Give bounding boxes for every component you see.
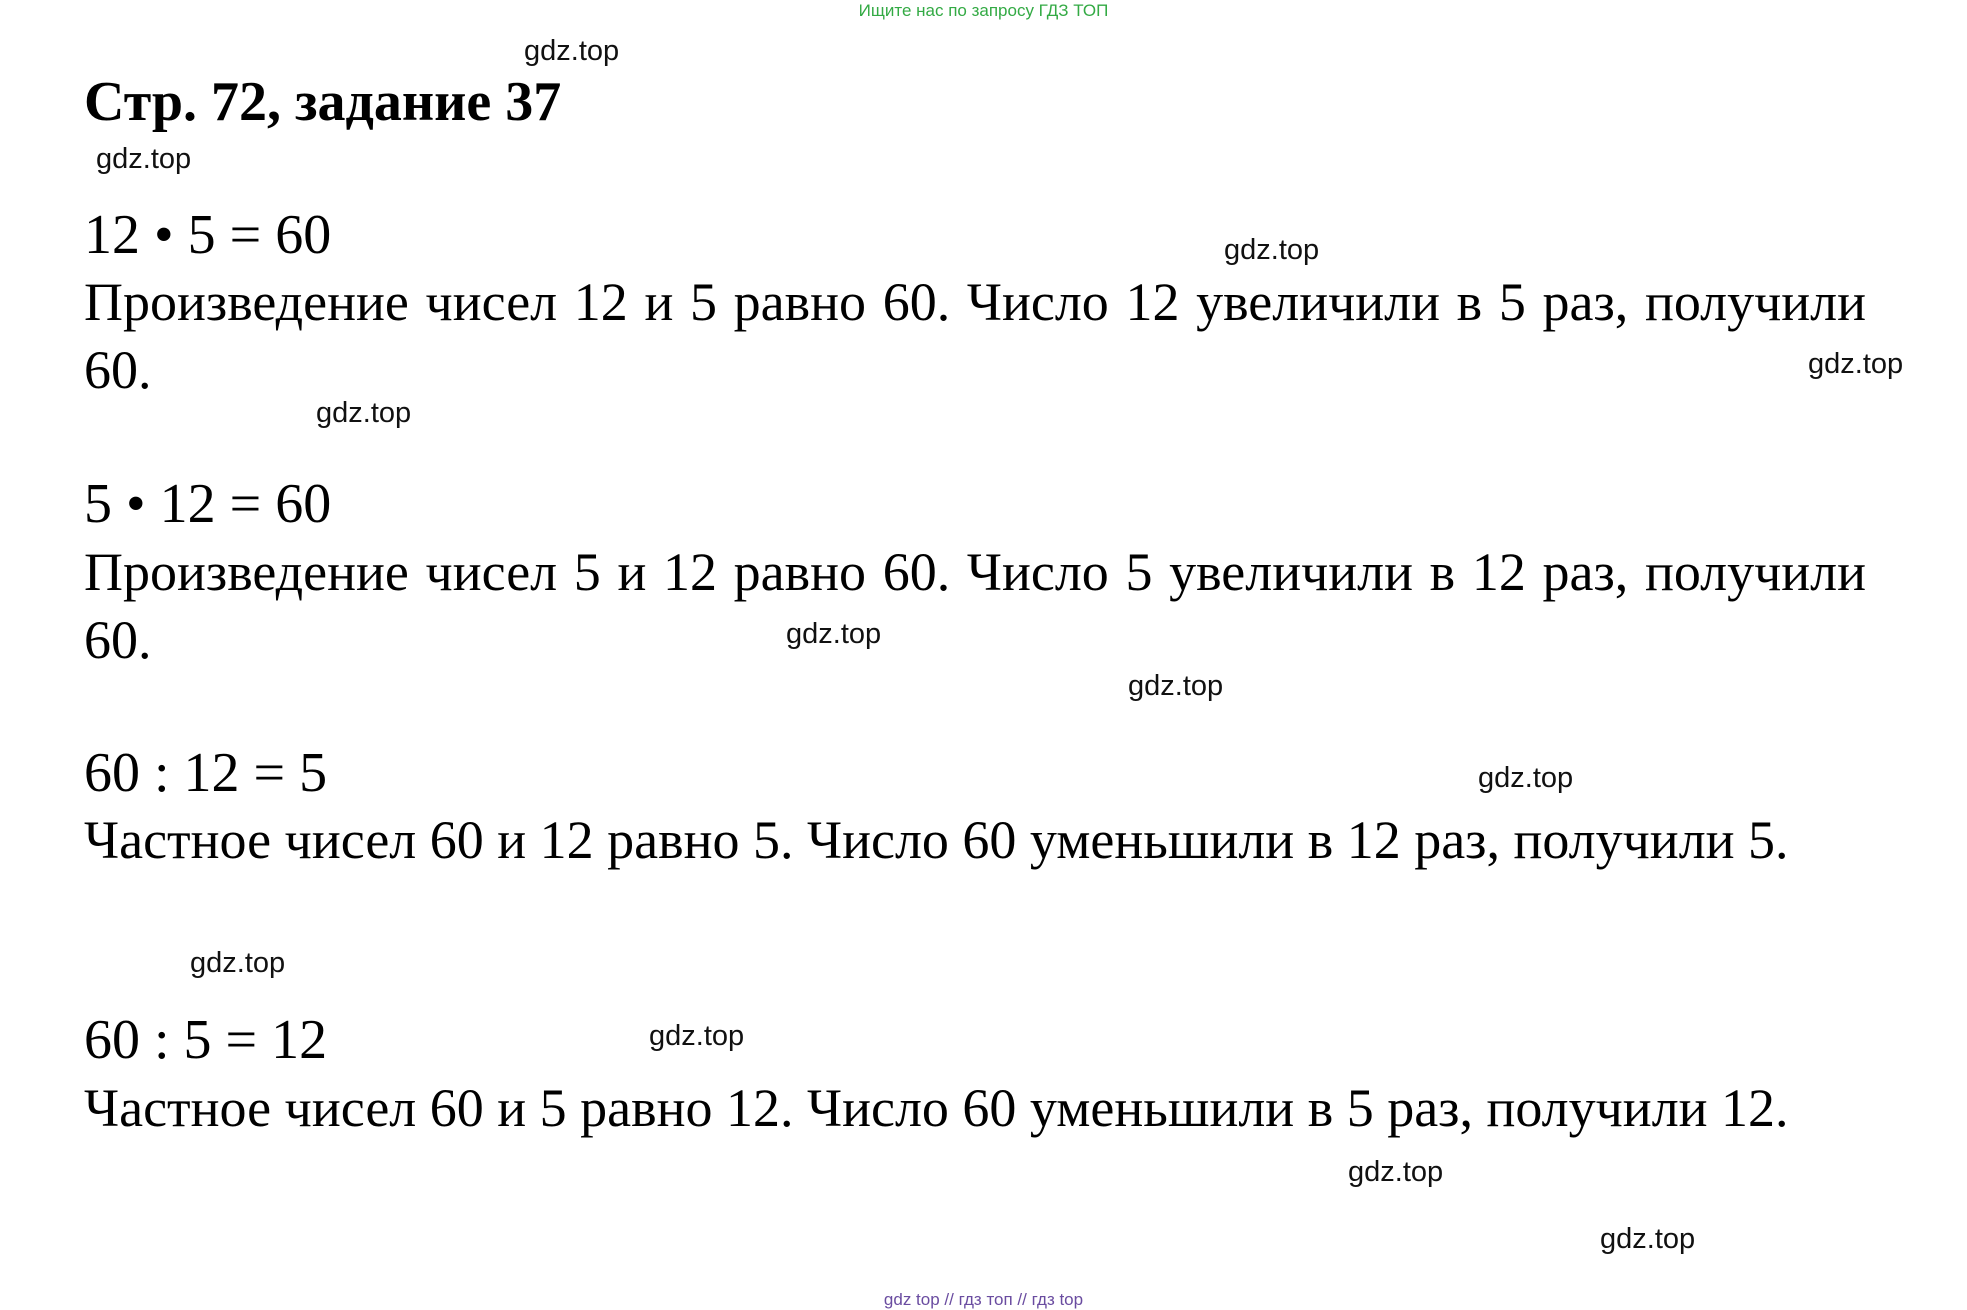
watermark: gdz.top — [649, 1020, 745, 1052]
watermark: gdz.top — [96, 143, 192, 175]
watermark: gdz.top — [1224, 234, 1320, 266]
watermark: gdz.top — [1478, 762, 1574, 794]
watermark: gdz.top — [1808, 348, 1904, 380]
explanation-4: Частное чисел 60 и 5 равно 12. Число 60 уменьшили в 5 раз, получили 12. — [84, 1078, 1789, 1138]
equation-1: 12 • 5 = 60 — [84, 204, 332, 266]
footer-links: gdz top // гдз топ // гдз top — [883, 1290, 1084, 1309]
explanation-3: Частное чисел 60 и 12 равно 5. Число 60 уменьшили в 12 раз, получили 5. — [84, 810, 1789, 870]
watermark: gdz.top — [190, 947, 286, 979]
watermark: gdz.top — [1128, 670, 1224, 702]
watermark: gdz.top — [786, 618, 882, 650]
equation-3: 60 : 12 = 5 — [84, 742, 328, 804]
watermark: gdz.top — [316, 397, 412, 429]
page-title: Стр. 72, задание 37 — [84, 71, 562, 133]
watermark: gdz.top — [1600, 1223, 1696, 1255]
top-banner: Ищите нас по запросу ГДЗ ТОП — [858, 1, 1109, 20]
explanation-2: Произведение чисел 5 и 12 равно 60. Число 5 увеличили в 12 раз, получили 60. — [84, 542, 1866, 670]
watermark: gdz.top — [524, 35, 620, 67]
explanation-1: Произведение чисел 12 и 5 равно 60. Число 12 увеличили в 5 раз, получили 60. — [84, 272, 1866, 400]
equation-4: 60 : 5 = 12 — [84, 1009, 328, 1071]
watermark: gdz.top — [1348, 1156, 1444, 1188]
equation-2: 5 • 12 = 60 — [84, 473, 332, 535]
